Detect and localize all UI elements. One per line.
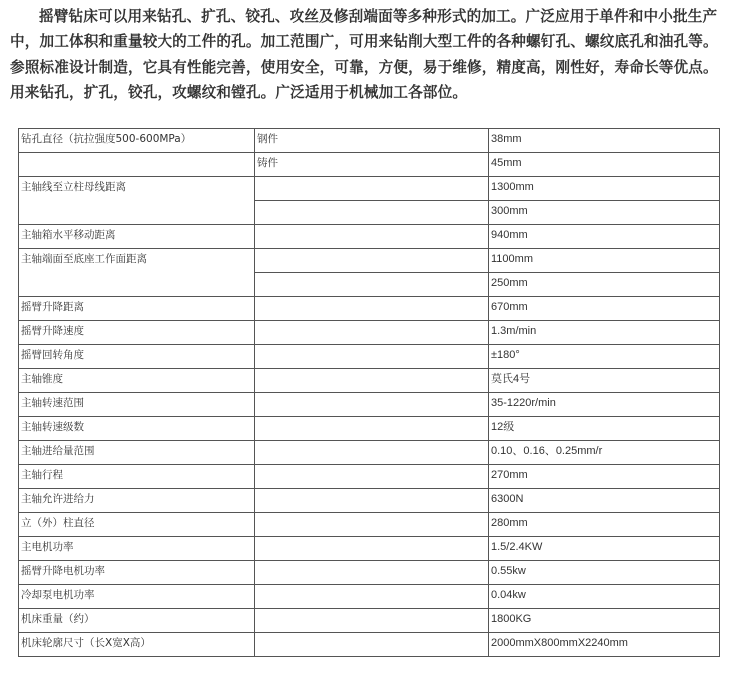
spec-sublabel-empty [255, 609, 489, 633]
table-row [19, 129, 720, 153]
spec-value: 280mm [489, 513, 720, 537]
spec-value: 1300mm [489, 177, 720, 201]
table-row [19, 393, 720, 417]
spec-sublabel-empty [255, 417, 489, 441]
spec-value: 2000mmX800mmX2240mm [489, 633, 720, 657]
spec-sublabel: 铸件 [255, 153, 489, 177]
table-row [19, 225, 720, 249]
spec-value: 1.5/2.4KW [489, 537, 720, 561]
spec-label: 机床轮廓尺寸（长X宽X高） [19, 633, 255, 657]
spec-label-empty [19, 153, 255, 177]
spec-value: 1800KG [489, 609, 720, 633]
spec-sublabel-empty [255, 561, 489, 585]
table-row [19, 609, 720, 633]
table-row [19, 537, 720, 561]
table-row [19, 513, 720, 537]
spec-value: 0.04kw [489, 585, 720, 609]
spec-value: 0.10、0.16、0.25mm/r [489, 441, 720, 465]
spec-value: 35-1220r/min [489, 393, 720, 417]
spec-value: 300mm [489, 201, 720, 225]
spec-value: 940mm [489, 225, 720, 249]
spec-value: 1.3m/min [489, 321, 720, 345]
spec-sublabel: 钢件 [255, 129, 489, 153]
table-row [19, 561, 720, 585]
spec-sublabel-empty [255, 393, 489, 417]
spec-sublabel-empty [255, 465, 489, 489]
table-row [19, 321, 720, 345]
spec-label: 立（外）柱直径 [19, 513, 255, 537]
spec-value: 250mm [489, 273, 720, 297]
spec-sublabel-empty [255, 441, 489, 465]
table-row [19, 417, 720, 441]
intro-paragraph: 摇臂钻床可以用来钻孔、扩孔、铰孔、攻丝及修刮端面等多种形式的加工。广泛应用于单件和中小批生产中，加工体积和重量较大的工件的孔。加工范围广，可用来钻削大型工件的各种螺钉孔、螺纹底孔和油孔等。参照标准设计制造，它具有性能完善，使用安全，可靠，方便，易于维修，精度高，刚性好，寿命长等优点。用来钻孔，扩孔，铰孔，攻螺纹和镗孔。广泛适用于机械加工各部位。 [10, 8, 718, 102]
spec-sublabel-empty [255, 513, 489, 537]
table-row [19, 297, 720, 321]
spec-label: 摇臂升降距离 [19, 297, 255, 321]
spec-sublabel-empty [255, 321, 489, 345]
table-row [19, 441, 720, 465]
spec-label: 钻孔直径（抗拉强度500-600MPa） [19, 129, 255, 153]
spec-value: 270mm [489, 465, 720, 489]
table-row [19, 369, 720, 393]
table-row [19, 345, 720, 369]
spec-label: 摇臂升降速度 [19, 321, 255, 345]
spec-sublabel-empty [255, 489, 489, 513]
spec-value: 0.55kw [489, 561, 720, 585]
table-row [19, 585, 720, 609]
table-row [19, 153, 720, 177]
spec-value: 45mm [489, 153, 720, 177]
spec-value: 670mm [489, 297, 720, 321]
spec-sublabel-empty [255, 369, 489, 393]
spec-sublabel-empty [255, 345, 489, 369]
spec-label: 主轴端面至底座工作面距离 [19, 249, 255, 297]
spec-label: 主轴转速范围 [19, 393, 255, 417]
spec-value: 1100mm [489, 249, 720, 273]
spec-sublabel-empty [255, 633, 489, 657]
spec-value: 12级 [489, 417, 720, 441]
spec-sublabel-empty [255, 585, 489, 609]
spec-label: 摇臂回转角度 [19, 345, 255, 369]
spec-sublabel-empty [255, 297, 489, 321]
spec-value: 莫氏4号 [489, 369, 720, 393]
table-row [19, 249, 720, 273]
spec-label: 主轴转速级数 [19, 417, 255, 441]
spec-label: 主轴进给量范围 [19, 441, 255, 465]
spec-label: 摇臂升降电机功率 [19, 561, 255, 585]
spec-label: 主轴行程 [19, 465, 255, 489]
spec-label: 冷却泵电机功率 [19, 585, 255, 609]
spec-sublabel-empty [255, 273, 489, 297]
spec-sublabel-empty [255, 201, 489, 225]
spec-value: ±180° [489, 345, 720, 369]
spec-label: 主轴锥度 [19, 369, 255, 393]
spec-label: 主电机功率 [19, 537, 255, 561]
spec-value: 6300N [489, 489, 720, 513]
table-row [19, 177, 720, 201]
spec-sublabel-empty [255, 225, 489, 249]
spec-label: 主轴线至立柱母线距离 [19, 177, 255, 225]
spec-sublabel-empty [255, 537, 489, 561]
table-row [19, 489, 720, 513]
spec-label: 主轴箱水平移动距离 [19, 225, 255, 249]
spec-label: 机床重量（约） [19, 609, 255, 633]
table-row [19, 465, 720, 489]
spec-sublabel-empty [255, 177, 489, 201]
spec-value: 38mm [489, 129, 720, 153]
spec-sublabel-empty [255, 249, 489, 273]
spec-label: 主轴允许进给力 [19, 489, 255, 513]
table-row [19, 633, 720, 657]
spec-table [18, 128, 720, 657]
